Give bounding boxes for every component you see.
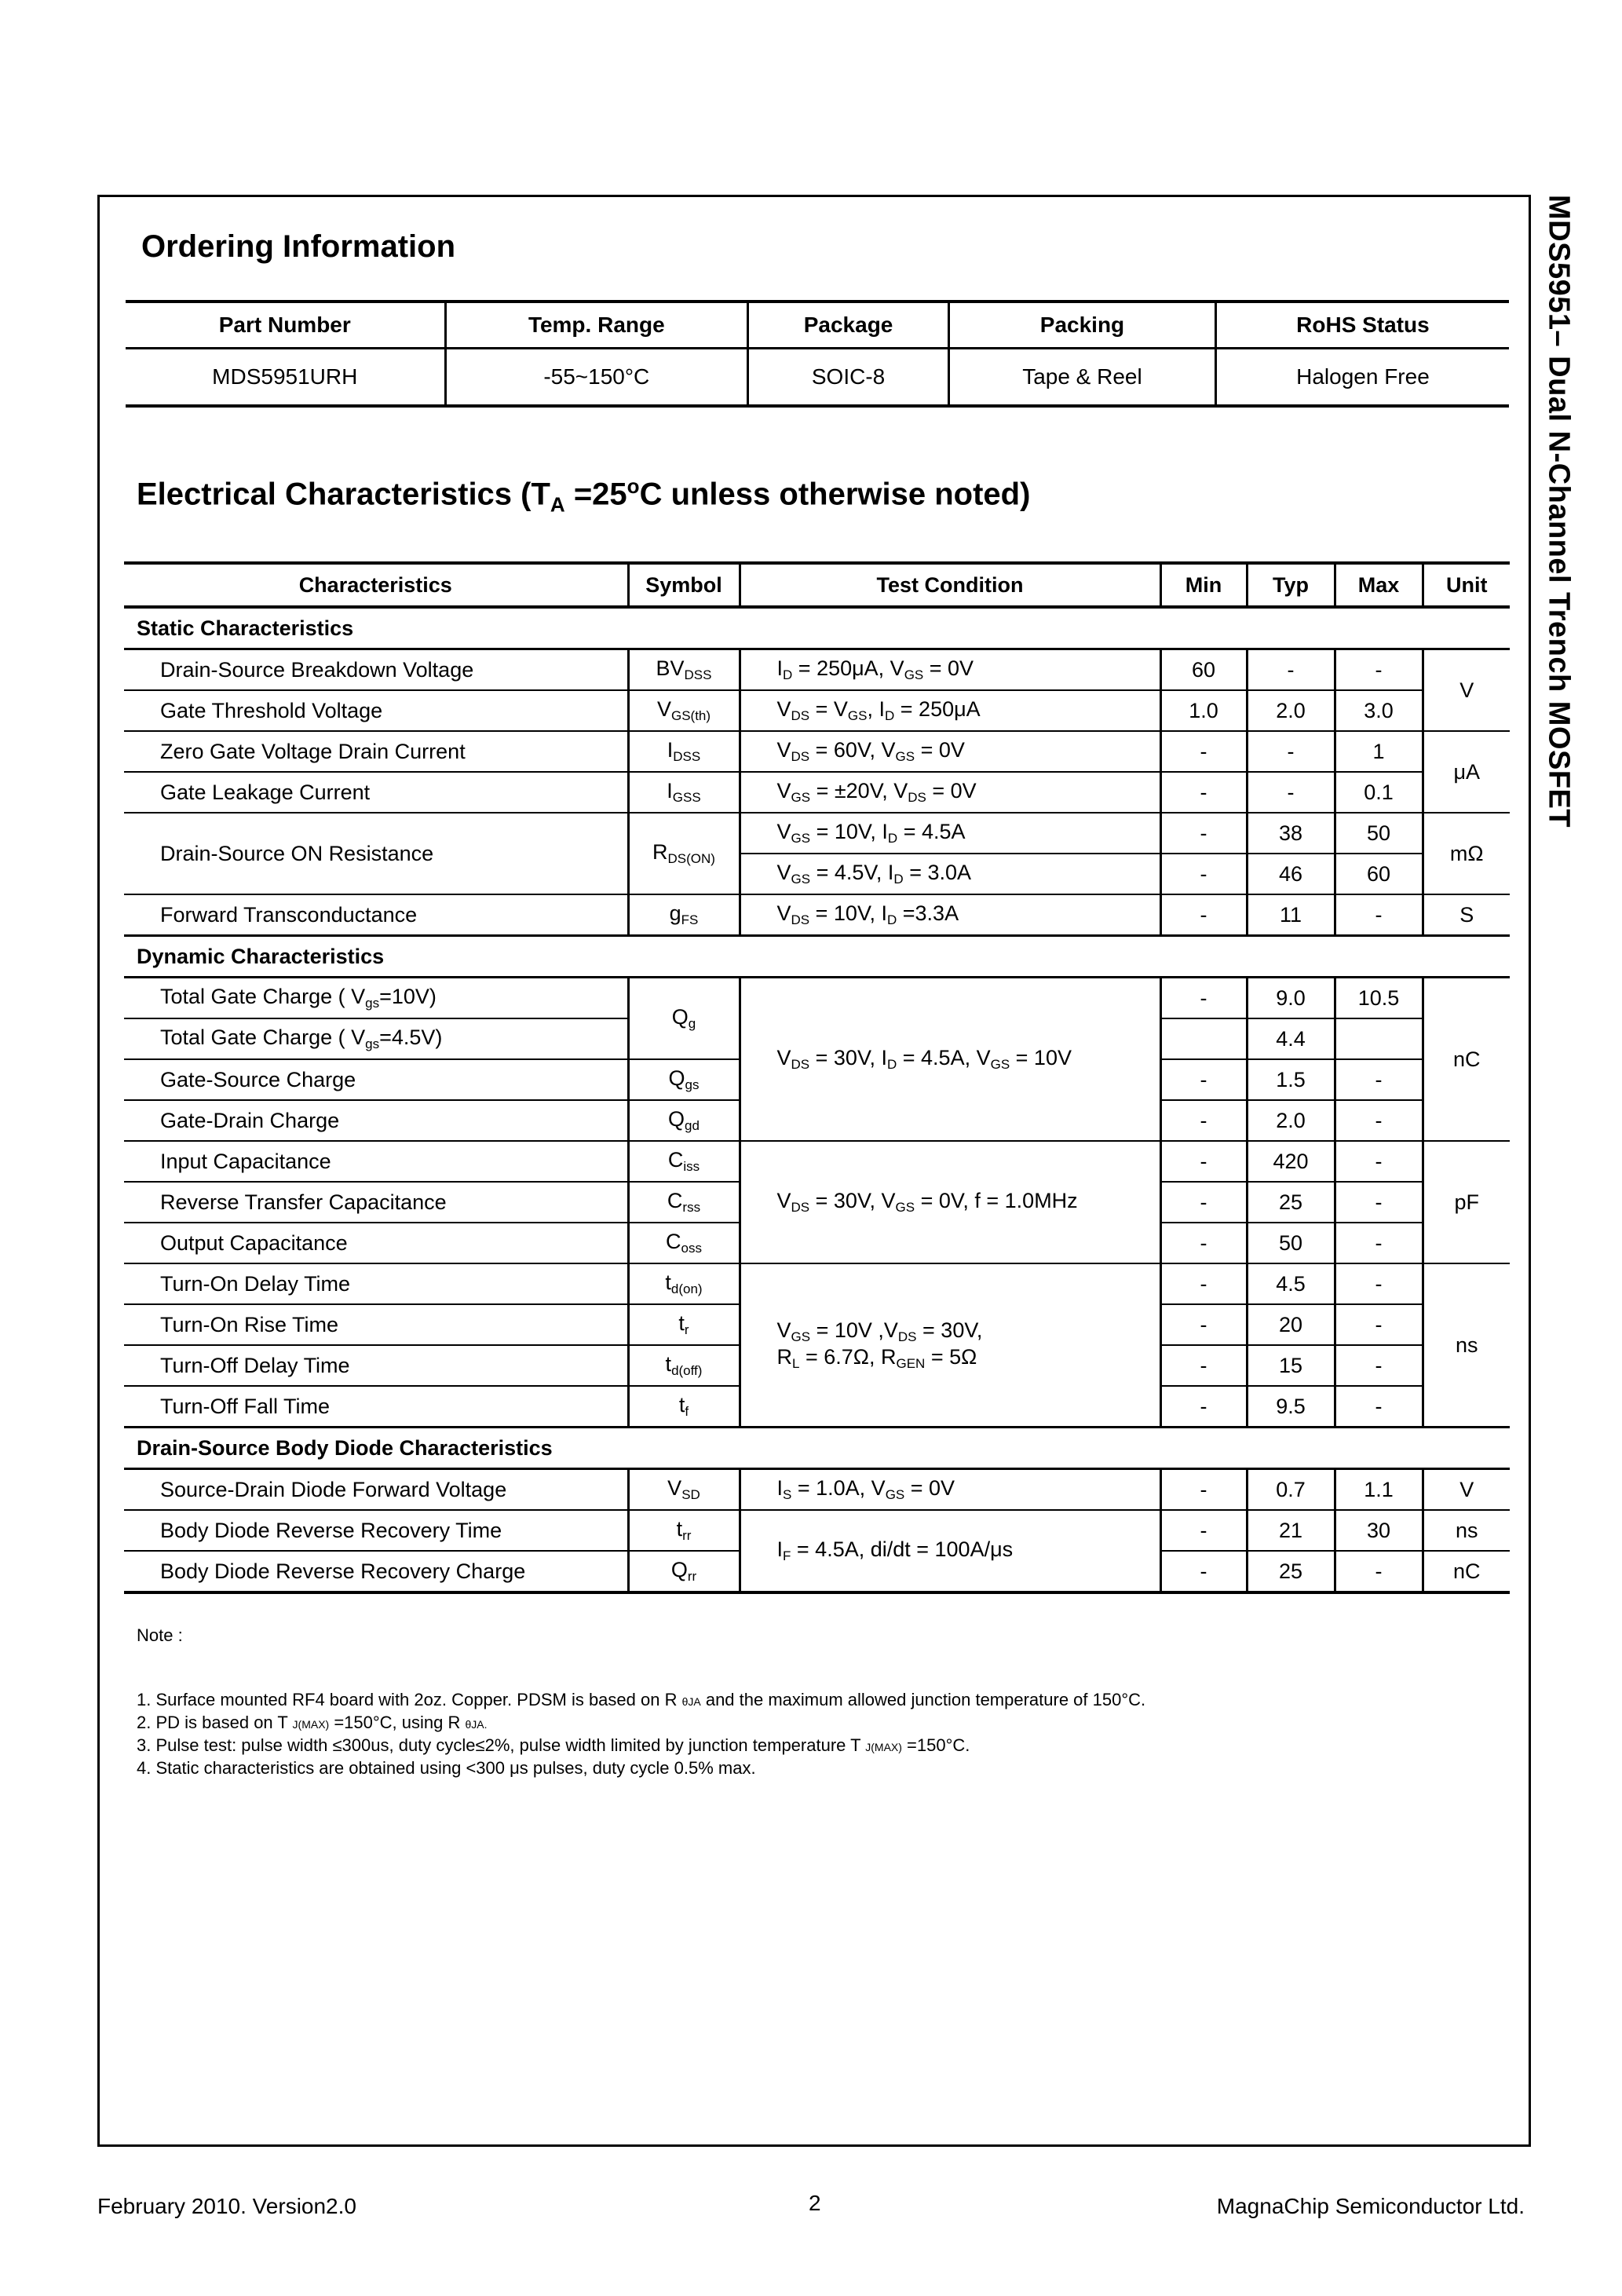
header-symbol: Symbol bbox=[628, 563, 740, 607]
note-3: 3. Pulse test: pulse width ≤300us, duty cycle≤2%, pulse width limited by junction temperature T J(MAX) =150°C. bbox=[137, 1735, 970, 1755]
package: SOIC-8 bbox=[748, 349, 949, 407]
electrical-title: Electrical Characteristics ($T_A =25^oC$ unless otherwise noted) bbox=[137, 474, 1031, 517]
ordering-row bbox=[126, 349, 1509, 407]
table-row: Zero Gate Voltage Drain Current $I_{DSS}$ $V_{DS} = 60V$, $V_{GS} = 0V$ - - 1 μA bbox=[124, 731, 1510, 772]
table-row: Gate Leakage Current $I_{GSS}$ $V_{GS} = \pm 20V$, $V_{DS} = 0V$ - - 0.1 bbox=[124, 772, 1510, 813]
packing: Tape & Reel bbox=[949, 349, 1216, 407]
table-row: Input Capacitance $C_{iss}$ $V_{DS} = 30V$, $V_{GS} = 0V$, f = 1.0MHz - 420 - pF bbox=[124, 1141, 1510, 1182]
table-row: Forward Transconductance $g_{FS}$ $V_{DS} = 10V$, $I_D =3.3A$ - 11 - S bbox=[124, 894, 1510, 936]
table-row: Drain-Source Breakdown Voltage $BV_{DSS}$ $I_D = 250\mu A$, $V_{GS} = 0V$ 60 - - V bbox=[124, 649, 1510, 691]
rohs-status: Halogen Free bbox=[1215, 349, 1509, 407]
temp-range: -55~150°C bbox=[445, 349, 748, 407]
footer-company: MagnaChip Semiconductor Ltd. bbox=[1216, 2194, 1525, 2218]
section-body-diode: Drain-Source Body Diode Characteristics bbox=[124, 1428, 1510, 1469]
side-document-title: MDS5951– Dual N-Channel Trench MOSFET bbox=[1542, 195, 1576, 828]
table-row: Turn-Off Fall Time $t_f$ - 9.5 - bbox=[124, 1386, 1510, 1428]
table-row: Body Diode Reverse Recovery Time $t_{rr}$ $I_F = 4.5A$, di/dt = 100A/μs - 21 30 ns bbox=[124, 1510, 1510, 1551]
header-min: Min bbox=[1160, 563, 1247, 607]
header-characteristics: Characteristics bbox=[124, 563, 628, 607]
ordering-title: Ordering Information bbox=[141, 229, 455, 264]
table-row: Turn-Off Delay Time $t_{d(off)}$ - 15 - bbox=[124, 1345, 1510, 1386]
header-part-number: Part Number bbox=[126, 302, 445, 349]
notes-label: Note : bbox=[137, 1625, 183, 1645]
table-row: Gate-Drain Charge $Q_{gd}$ - 2.0 - bbox=[124, 1100, 1510, 1141]
header-temp-range: Temp. Range bbox=[445, 302, 748, 349]
header-max: Max bbox=[1335, 563, 1423, 607]
section-dynamic: Dynamic Characteristics bbox=[124, 936, 1510, 978]
section-static: Static Characteristics bbox=[137, 616, 354, 640]
table-row: Gate-Source Charge $Q_{gs}$ - 1.5 - bbox=[124, 1059, 1510, 1100]
note-2: 2. PD is based on T J(MAX) =150°C, using R θJA. bbox=[137, 1713, 488, 1732]
table-row: Turn-On Rise Time $t_r$ - 20 - bbox=[124, 1304, 1510, 1345]
header-unit: Unit bbox=[1423, 563, 1510, 607]
table-row: Total Gate Charge ( $V_{gs}=4.5V$) 4.4 bbox=[124, 1018, 1510, 1059]
footer-date-version: February 2010. Version2.0 bbox=[97, 2194, 356, 2218]
header-typ: Typ bbox=[1247, 563, 1335, 607]
header-package: Package bbox=[748, 302, 949, 349]
table-row: Turn-On Delay Time $t_{d(on)}$ $V_{GS} = 10V$ $,V_{DS} = 30V$, $R_L = 6.7\Omega$, $R_{GEN} = 5\Omega$ - 4.5 - ns bbox=[124, 1263, 1510, 1304]
table-row: Source-Drain Diode Forward Voltage $V_{SD}$ $I_S = 1.0A$, $V_{GS} = 0V$ - 0.7 1.1 V bbox=[124, 1469, 1510, 1511]
table-row: Total Gate Charge ( $V_{gs}=10V$) $Q_g$ $V_{DS} = 30V$, $I_D = 4.5A$, $V_{GS} = 10V$ - 9.0 10.5 nC bbox=[124, 978, 1510, 1019]
ordering-header-row bbox=[126, 302, 1509, 349]
note-1: 1. Surface mounted RF4 board with 2oz. Copper. PDSM is based on R θJA and the maximum allowed junction temperature of 150°C. bbox=[137, 1690, 1146, 1709]
header-test-condition: Test Condition bbox=[740, 563, 1160, 607]
table-row: Output Capacitance $C_{oss}$ - 50 - bbox=[124, 1223, 1510, 1263]
header-packing: Packing bbox=[949, 302, 1216, 349]
table-row: $V_{GS} = 4.5V$, $I_D = 3.0A$ - 46 60 bbox=[124, 854, 1510, 894]
electrical-header-row bbox=[124, 563, 1510, 607]
part-number: MDS5951URH bbox=[126, 349, 445, 407]
electrical-table bbox=[124, 561, 1510, 1594]
ordering-table bbox=[126, 300, 1509, 408]
table-row: Reverse Transfer Capacitance $C_{rss}$ - 25 - bbox=[124, 1182, 1510, 1223]
table-row: Body Diode Reverse Recovery Charge $Q_{rr}$ - 25 - nC bbox=[124, 1551, 1510, 1592]
table-row: Gate Threshold Voltage $V_{GS(th)}$ $V_{DS} = V_{GS}$, $I_D = 250\mu A$ 1.0 2.0 3.0 bbox=[124, 690, 1510, 731]
page-number: 2 bbox=[809, 2191, 821, 2215]
header-rohs-status: RoHS Status bbox=[1215, 302, 1509, 349]
table-row: Drain-Source ON Resistance $R_{DS(ON)}$ $V_{GS} = 10V$, $I_D = 4.5A$ - 38 50 mΩ bbox=[124, 813, 1510, 854]
note-4: 4. Static characteristics are obtained using <300 μs pulses, duty cycle 0.5% max. bbox=[137, 1758, 756, 1778]
